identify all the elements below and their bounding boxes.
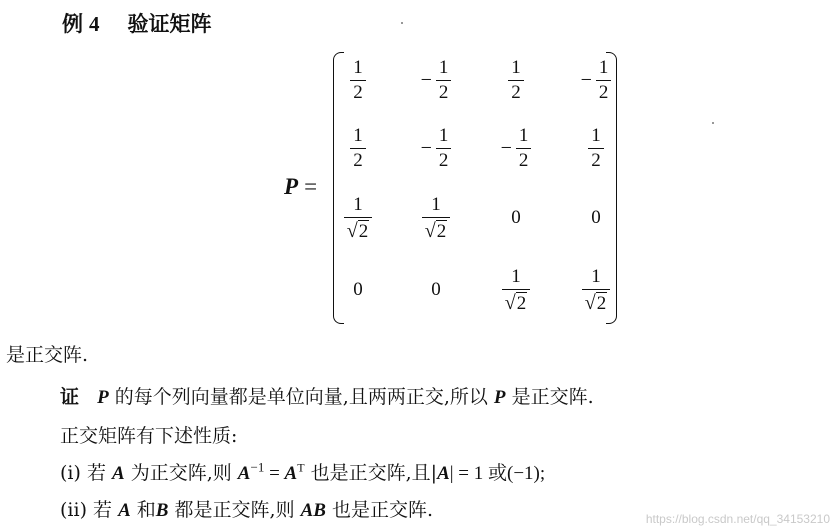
matrix-entry-r4-c3: 1 √ 2 — [488, 260, 544, 320]
matrix-entry-r1-c4: − $\frac{1}{2}$ — [568, 50, 624, 110]
matrix-entry-r1-c1: $\frac{1}{2}$ — [330, 50, 386, 110]
matrix-entry-r4-c1: 0 — [353, 279, 363, 300]
example-prefix: 例 — [62, 11, 83, 36]
statement-line: 是正交阵. — [6, 344, 89, 366]
matrix-entry-r3-c2: 1 √ 2 — [408, 188, 464, 248]
property-i: (i) 若 A 为正交阵,则 $A^{-1} = A^T$ 也是正交阵,且|A| = 1 或(−1); — [60, 459, 546, 484]
properties-heading: 正交矩阵有下述性质: — [60, 425, 238, 447]
matrix-entry-r3-c1: 1 √ 2 — [330, 188, 386, 248]
matrix-entry-r3-c4: 0 — [591, 207, 601, 228]
sqrt-symbol: √ 2 — [346, 220, 369, 242]
equals-sign: = — [304, 174, 318, 199]
watermark: https://blog.csdn.net/qq_34153210 — [645, 512, 830, 526]
matrix-entry-r2-c4: $\frac{1}{2}$ — [568, 118, 624, 178]
speck — [712, 122, 714, 124]
matrix-entry-r3-c3: 0 — [511, 207, 521, 228]
matrix-entry-r1-c2: − $\frac{1}{2}$ — [408, 50, 464, 110]
example-number: 4 — [89, 12, 100, 36]
matrix-entry-r4-c2: 0 — [431, 279, 441, 300]
speck — [401, 22, 403, 24]
proof-label: 证 — [60, 386, 80, 408]
matrix-entry-r2-c1: $\frac{1}{2}$ — [330, 118, 386, 178]
sqrt-symbol: √ 2 — [584, 292, 607, 314]
proof-line: 证 P 的每个列向量都是单位向量,且两两正交,所以 P 是正交阵. — [60, 386, 594, 408]
sqrt-symbol: √ 2 — [424, 220, 447, 242]
matrix-entry-r2-c3: − $\frac{1}{2}$ — [488, 118, 544, 178]
matrix-entry-r1-c3: $\frac{1}{2}$ — [488, 50, 544, 110]
matrix-entry-r4-c4: 1 √ 2 — [568, 260, 624, 320]
example-title: 验证矩阵 — [127, 11, 212, 36]
property-ii: (ii) 若 A 和B 都是正交阵,则 AB 也是正交阵. — [60, 499, 434, 521]
sqrt-symbol: √ 2 — [504, 292, 527, 314]
matrix-entry-r2-c2: − $\frac{1}{2}$ — [408, 118, 464, 178]
matrix-name: P — [284, 174, 299, 199]
